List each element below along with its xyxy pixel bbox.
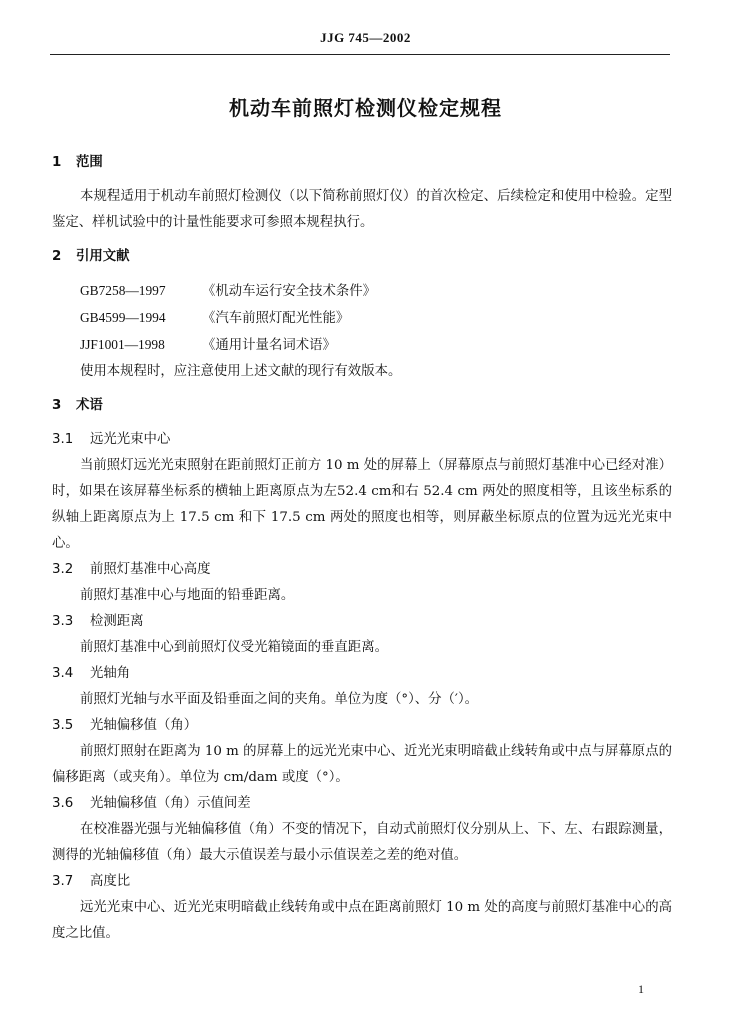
term-title: 光轴角: [90, 666, 131, 681]
term-heading: [52, 791, 672, 817]
reference-code: GB4599—1994: [80, 310, 166, 325]
header-rule: [50, 54, 670, 55]
term-number: 3.5: [52, 718, 74, 733]
term-title: 高度比: [90, 874, 131, 889]
term-definition: 在校准器光强与光轴偏移值（角）不变的情况下，自动式前照灯仪分别从上、下、左、右跟踪测量，测得的光轴偏移值（角）最大示值误差与最小示值误差之差的绝对值。: [52, 822, 672, 863]
term-number: 3.1: [52, 432, 74, 447]
section-1-heading: [52, 150, 672, 176]
document-title: 机动车前照灯检测仪检定规程: [229, 96, 502, 120]
term-heading: [52, 427, 672, 453]
term-number: 3.4: [52, 666, 74, 681]
reference-note: 使用本规程时，应注意使用上述文献的现行有效版本。: [80, 364, 402, 379]
term-title: 光轴偏移值（角）: [90, 718, 198, 733]
reference-code: JJF1001—1998: [80, 337, 165, 352]
term-definition: 前照灯照射在距离为 10 m 的屏幕上的远光光束中心、近光光束明暗截止线转角或中点与屏幕原点的偏移距离（或夹角）。单位为 cm/dam 或度（°）。: [52, 744, 672, 785]
term-title: 检测距离: [90, 614, 144, 629]
section-number: 3: [52, 398, 62, 413]
term-title: 前照灯基准中心高度: [90, 562, 211, 577]
term-heading: [52, 869, 672, 895]
section-3-heading: [52, 393, 672, 419]
term-heading: [52, 661, 672, 687]
term-number: 3.6: [52, 796, 74, 811]
section-number: 2: [52, 249, 62, 264]
section-title: 术语: [76, 398, 103, 413]
reference-name: 《汽车前照灯配光性能》: [202, 311, 350, 326]
reference-code: GB7258—1997: [80, 283, 166, 298]
term-heading: [52, 557, 672, 583]
term-definition: 前照灯基准中心与地面的铅垂距离。: [80, 588, 295, 603]
term-heading: [52, 609, 672, 635]
section-title: 引用文献: [76, 249, 130, 264]
reference-name: 《机动车运行安全技术条件》: [202, 284, 377, 299]
term-number: 3.2: [52, 562, 74, 577]
section-title: 范围: [76, 155, 103, 170]
term-title: 远光光束中心: [90, 432, 171, 447]
term-number: 3.3: [52, 614, 74, 629]
section-number: 1: [52, 155, 62, 170]
standard-code: JJG 745—2002: [320, 30, 411, 45]
section-2-heading: [52, 244, 672, 270]
page-number: 1: [638, 982, 644, 996]
term-definition: 前照灯基准中心到前照灯仪受光箱镜面的垂直距离。: [80, 640, 388, 655]
reference-name: 《通用计量名词术语》: [202, 338, 336, 353]
reference-item: [52, 278, 672, 305]
reference-item: [52, 305, 672, 332]
term-heading: [52, 713, 672, 739]
term-definition: 前照灯光轴与水平面及铅垂面之间的夹角。单位为度（°）、分（′）。: [80, 692, 479, 707]
term-definition: 当前照灯远光光束照射在距前照灯正前方 10 m 处的屏幕上（屏幕原点与前照灯基准中心已经对准）时，如果在该屏幕坐标系的横轴上距离原点为左52.4 cm和右 52.4 cm 两处的照度相等，且该坐标系的纵轴上距离原点为上 17.5 cm 和下 17.5 cm 两处的照度也相等，则屏蔽坐标原点的位置为远光光束中心。: [52, 458, 672, 551]
section-1-paragraph: 本规程适用于机动车前照灯检测仪（以下简称前照灯仪）的首次检定、后续检定和使用中检验。定型鉴定、样机试验中的计量性能要求可参照本规程执行。: [52, 189, 672, 230]
term-title: 光轴偏移值（角）示值间差: [90, 796, 251, 811]
document-body: [52, 150, 672, 947]
term-definition: 远光光束中心、近光光束明暗截止线转角或中点在距离前照灯 10 m 处的高度与前照灯基准中心的高度之比值。: [52, 900, 672, 941]
term-number: 3.7: [52, 874, 74, 889]
reference-item: [52, 332, 672, 359]
